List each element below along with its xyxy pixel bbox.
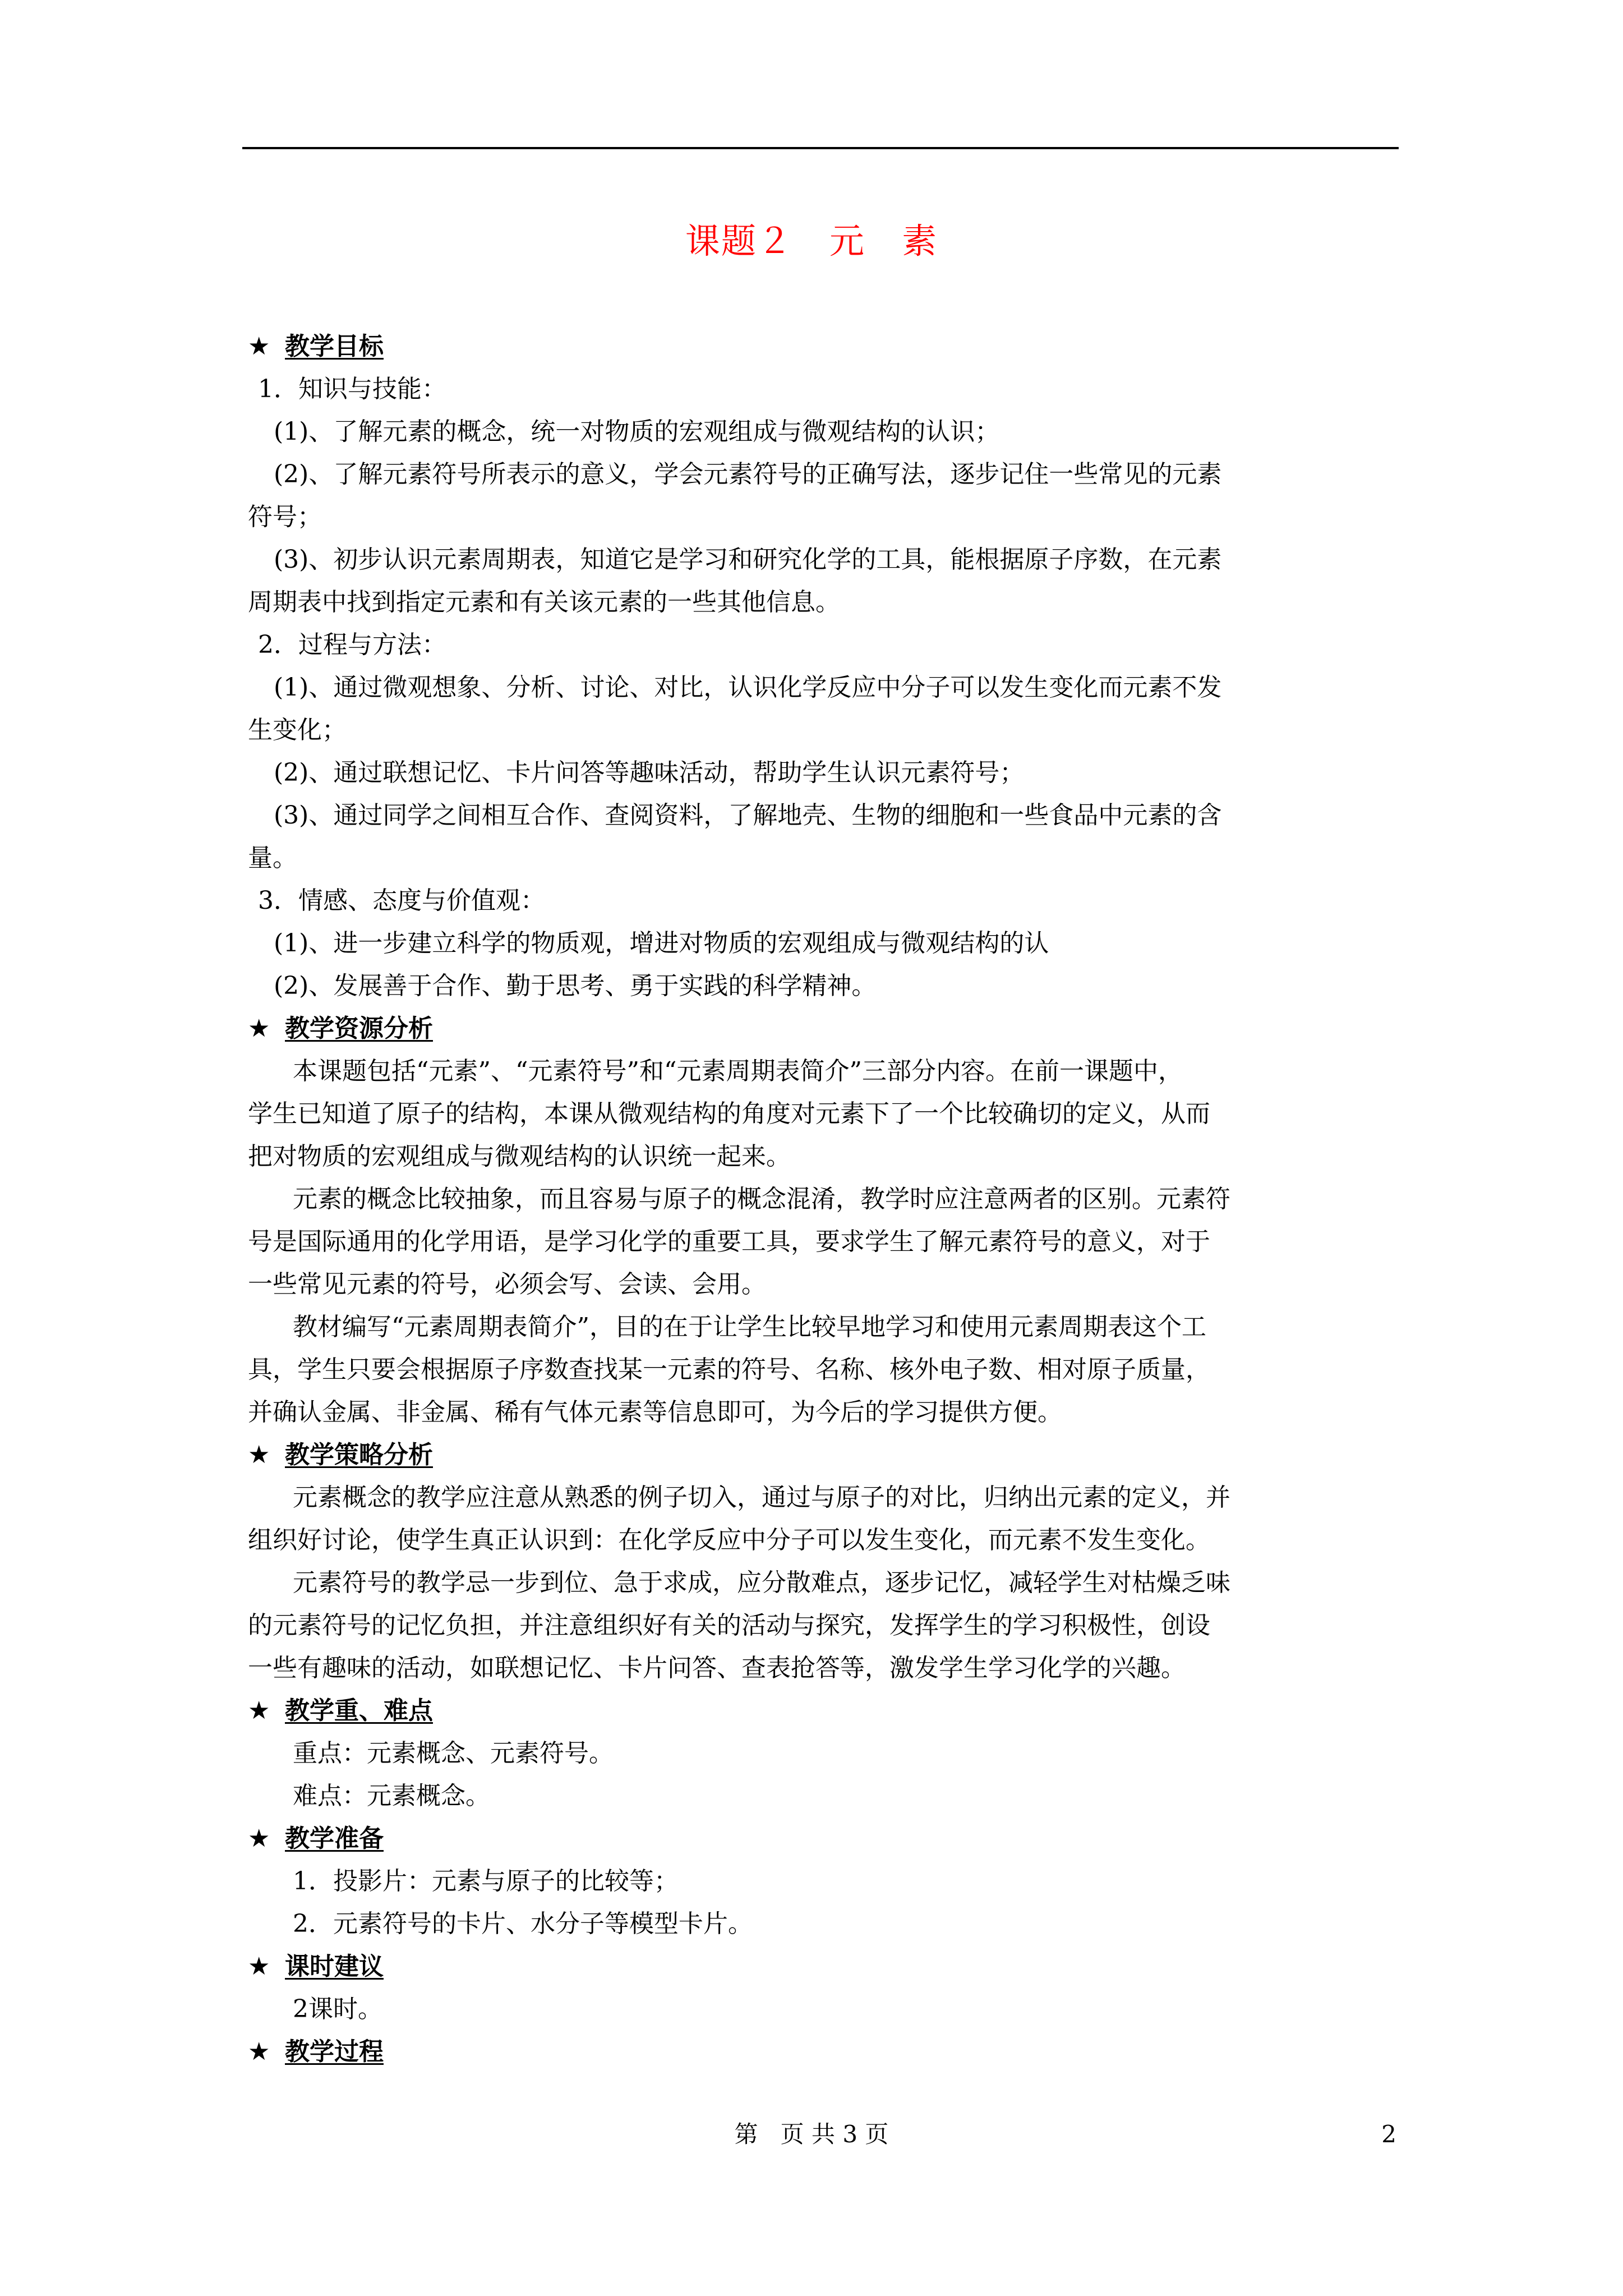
goal-line: (2)、通过联想记忆、卡片问答等趣味活动，帮助学生认识元素符号； xyxy=(274,758,1025,787)
star-icon: ★ xyxy=(248,2037,270,2066)
star-icon: ★ xyxy=(248,1952,270,1981)
paragraph-line: 组织好讨论，使学生真正认识到：在化学反应中分子可以发生变化，而元素不发生变化。 xyxy=(248,1526,1210,1554)
goal-line: (1)、通过微观想象、分析、讨论、对比，认识化学反应中分子可以发生变化而元素不发 xyxy=(274,673,1222,702)
preparation-line: 2．元素符号的卡片、水分子等模型卡片。 xyxy=(293,1910,753,1938)
preparation-line: 1．投影片：元素与原子的比较等； xyxy=(293,1867,679,1895)
paragraph-line: 学生已知道了原子的结构，本课从微观结构的角度对元素下了一个比较确切的定义，从而 xyxy=(248,1099,1210,1128)
goal-line: (3)、通过同学之间相互合作、查阅资料，了解地壳、生物的细胞和一些食品中元素的含 xyxy=(274,801,1222,830)
hours-line: 2课时。 xyxy=(293,1995,382,2023)
star-icon: ★ xyxy=(248,1696,270,1725)
section-heading-resources xyxy=(248,1007,1403,1050)
paragraph-line: 本课题包括“元素”、“元素符号”和“元素周期表简介”三部分内容。在前一课题中， xyxy=(293,1057,1183,1085)
goal-line: (1)、进一步建立科学的物质观，增进对物质的宏观组成与微观结构的认 xyxy=(274,929,1049,958)
section-heading-text: 教学资源分析 xyxy=(285,1014,433,1043)
paragraph-line: 教材编写“元素周期表简介”，目的在于让学生比较早地学习和使用元素周期表这个工 xyxy=(293,1313,1206,1341)
paragraph-line: 具，学生只要会根据原子序数查找某一元素的符号、名称、核外电子数、相对原子质量， xyxy=(248,1355,1210,1384)
star-icon: ★ xyxy=(248,1014,270,1043)
section-heading-text: 教学策略分析 xyxy=(285,1441,433,1469)
header-rule xyxy=(242,147,1399,149)
star-icon: ★ xyxy=(248,1824,270,1853)
section-heading-preparation xyxy=(248,1818,1403,1860)
section-heading-text: 教学过程 xyxy=(285,2037,384,2066)
footer-page-indicator: 第 页 共 3 页 xyxy=(734,2120,889,2148)
section-heading-process xyxy=(248,2031,1403,2073)
page-title: 课题２ 元 素 xyxy=(685,220,938,261)
paragraph-line: 把对物质的宏观组成与微观结构的认识统一起来。 xyxy=(248,1142,791,1171)
section-heading-text: 教学准备 xyxy=(285,1824,384,1853)
section-heading-strategy xyxy=(248,1434,1403,1476)
paragraph-line: 元素的概念比较抽象，而且容易与原子的概念混淆，教学时应注意两者的区别。元素符 xyxy=(293,1185,1230,1213)
section-heading-text: 课时建议 xyxy=(285,1952,384,1981)
goal-line: (2)、发展善于合作、勤于思考、勇于实践的科学精神。 xyxy=(274,972,877,1000)
paragraph-line: 元素概念的教学应注意从熟悉的例子切入，通过与原子的对比，归纳出元素的定义，并 xyxy=(293,1483,1230,1512)
section-heading-keypoints xyxy=(248,1690,1403,1732)
section-heading-text: 教学目标 xyxy=(285,332,384,361)
goal-line: 1．知识与技能： xyxy=(258,375,446,403)
goal-line: (1)、了解元素的概念，统一对物质的宏观组成与微观结构的认识； xyxy=(274,417,1000,446)
goal-line: 量。 xyxy=(248,844,297,872)
goal-line: (3)、初步认识元素周期表，知道它是学习和研究化学的工具，能根据原子序数，在元素 xyxy=(274,545,1222,574)
goal-line: 周期表中找到指定元素和有关该元素的一些其他信息。 xyxy=(248,588,840,616)
goal-line: (2)、了解元素符号所表示的意义，学会元素符号的正确写法，逐步记住一些常见的元素 xyxy=(274,460,1222,489)
star-icon: ★ xyxy=(248,1441,270,1469)
paragraph-line: 并确认金属、非金属、稀有气体元素等信息即可，为今后的学习提供方便。 xyxy=(248,1398,1062,1427)
paragraph-line: 元素符号的教学忌一步到位、急于求成，应分散难点，逐步记忆，减轻学生对枯燥乏味 xyxy=(293,1568,1230,1597)
paragraph-line: 的元素符号的记忆负担，并注意组织好有关的活动与探究，发挥学生的学习积极性，创设 xyxy=(248,1611,1210,1640)
star-icon: ★ xyxy=(248,332,270,361)
paragraph-line: 一些常见元素的符号，必须会写、会读、会用。 xyxy=(248,1270,766,1299)
section-heading-goals xyxy=(248,325,1403,368)
goal-line: 2．过程与方法： xyxy=(258,631,446,659)
keypoint-line: 重点：元素概念、元素符号。 xyxy=(293,1739,614,1768)
paragraph-line: 号是国际通用的化学用语，是学习化学的重要工具，要求学生了解元素符号的意义，对于 xyxy=(248,1227,1210,1256)
goal-line: 3．情感、态度与价值观： xyxy=(258,886,545,915)
footer-page-number: 2 xyxy=(1381,2120,1396,2148)
section-heading-text: 教学重、难点 xyxy=(285,1696,433,1725)
goal-line: 符号； xyxy=(248,503,322,531)
section-heading-hours xyxy=(248,1945,1403,1988)
goal-line: 生变化； xyxy=(248,716,347,744)
paragraph-line: 一些有趣味的活动，如联想记忆、卡片问答、查表抢答等，激发学生学习化学的兴趣。 xyxy=(248,1654,1186,1682)
keypoint-line: 难点：元素概念。 xyxy=(293,1782,490,1810)
document-body xyxy=(248,325,1403,2073)
